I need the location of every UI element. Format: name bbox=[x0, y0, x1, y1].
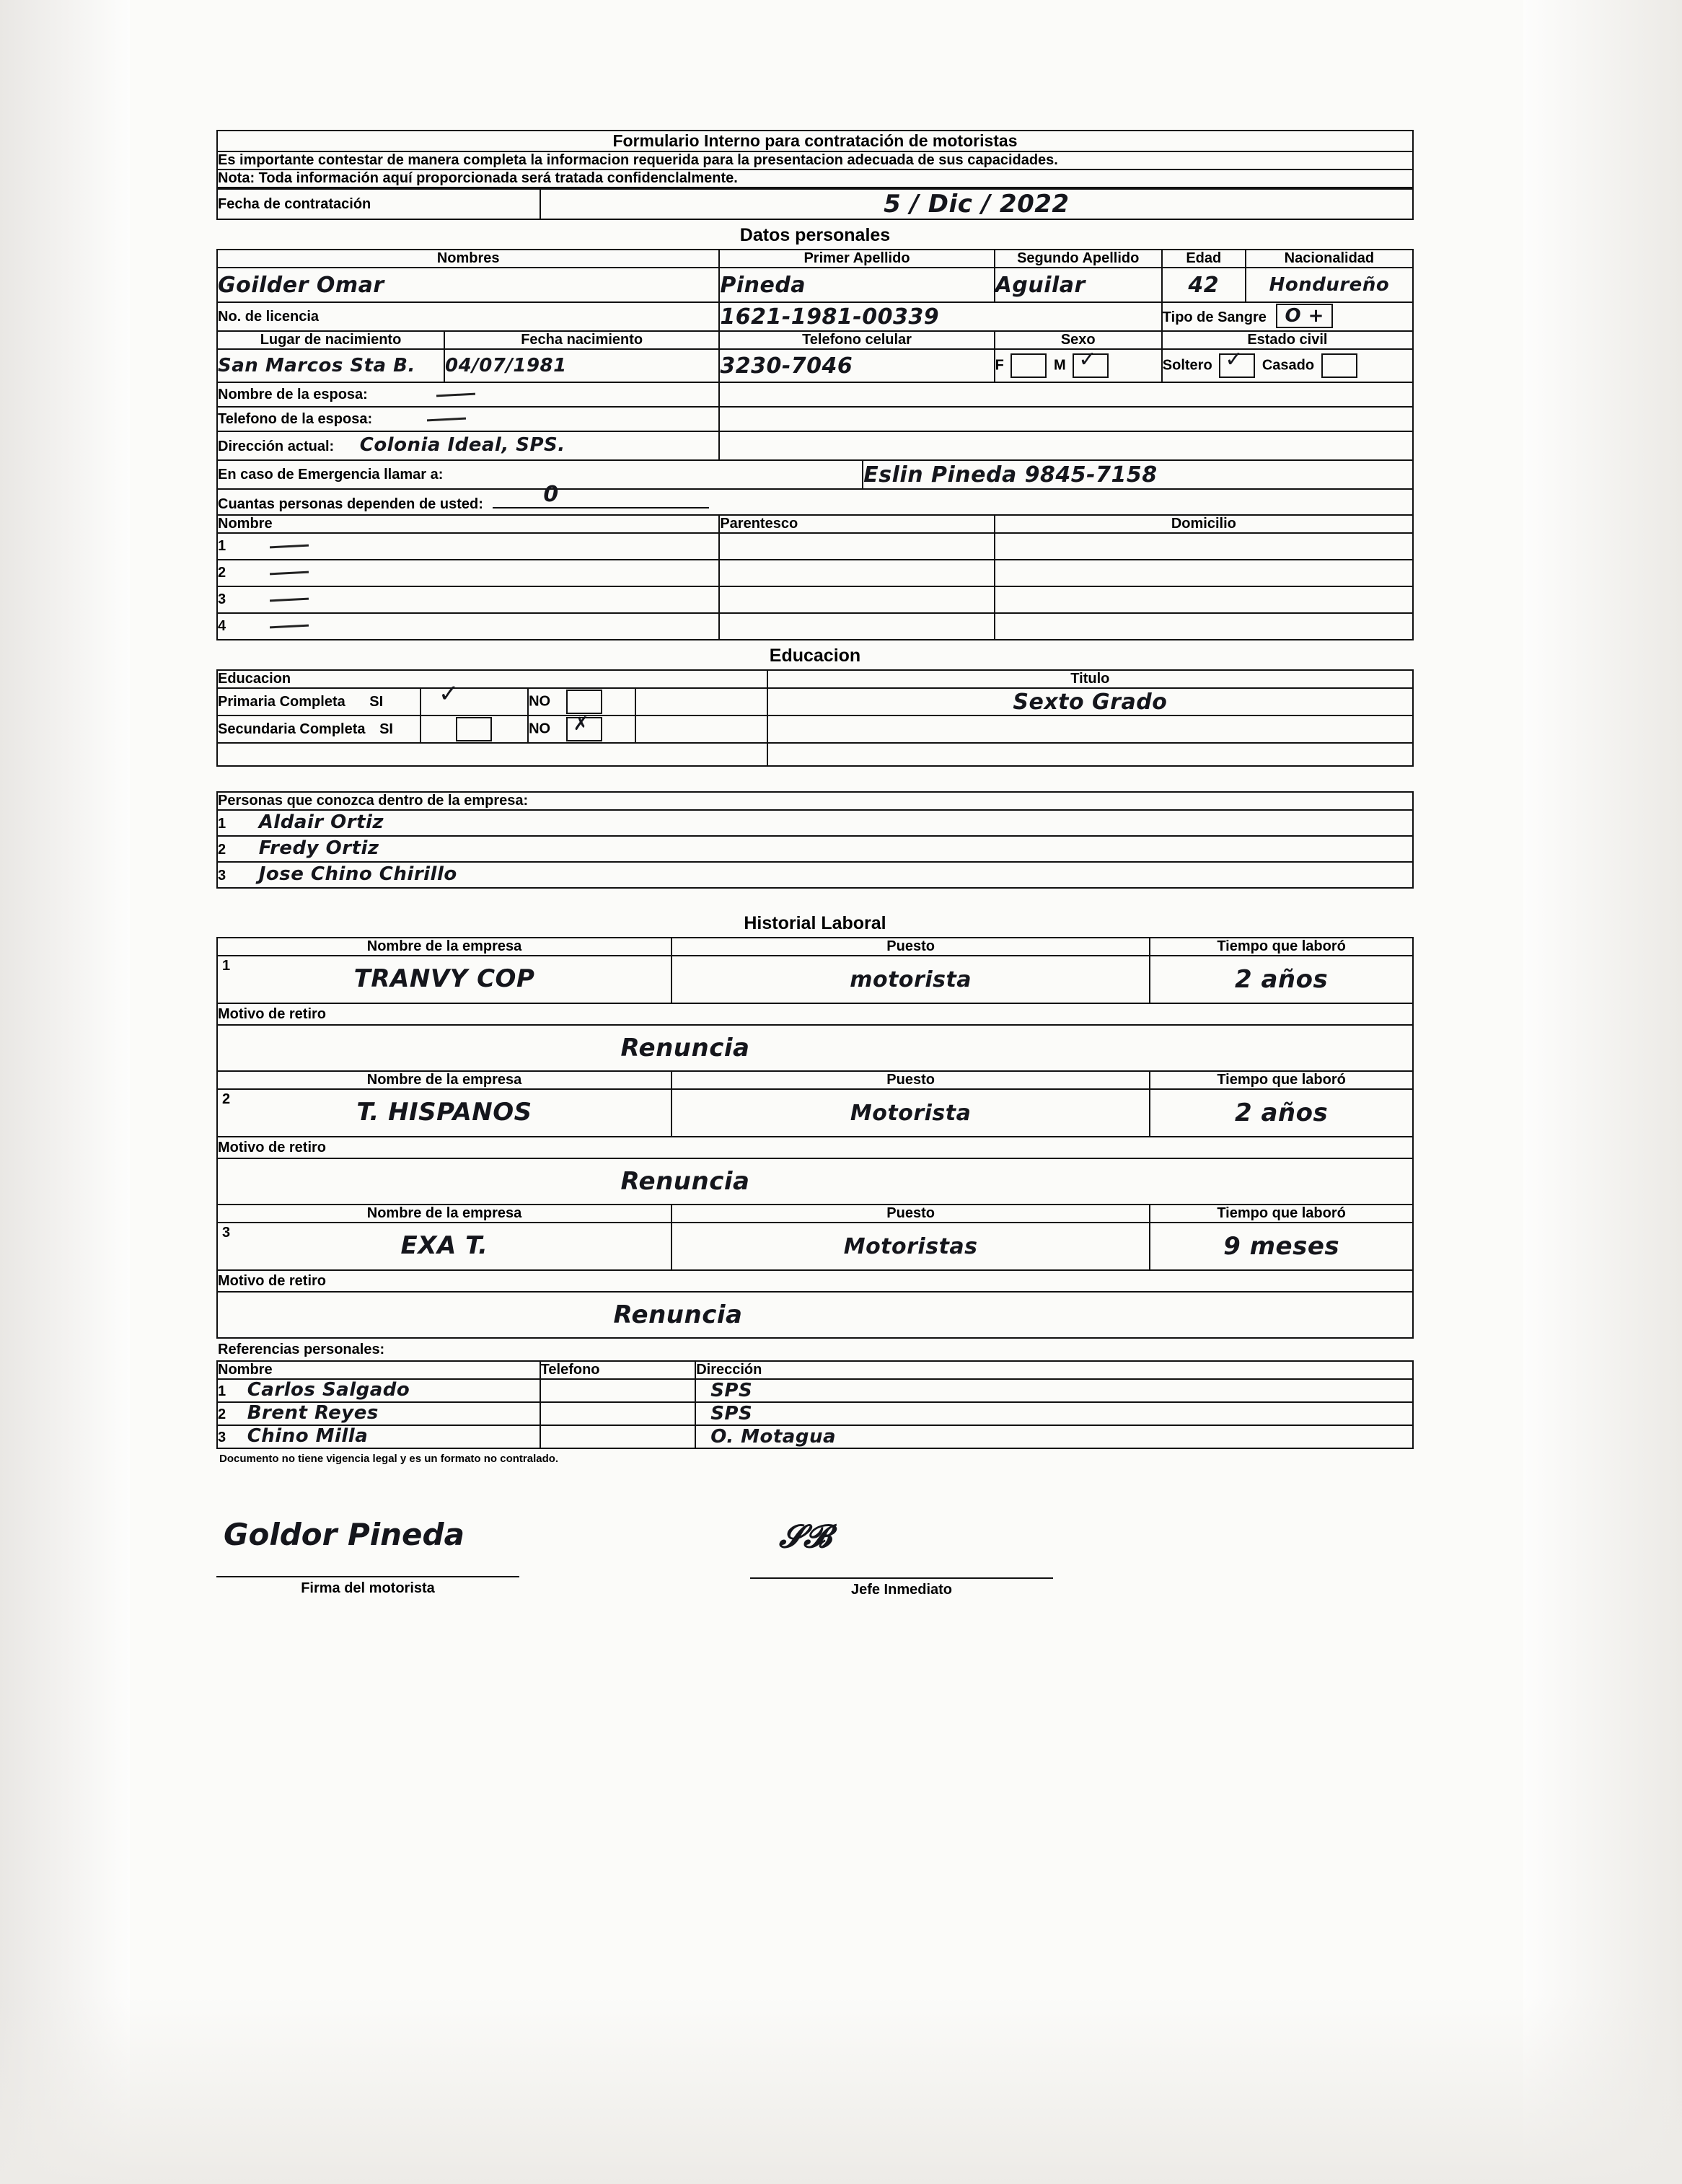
titulo-value-cell[interactable] bbox=[767, 688, 1413, 715]
reference-1-nombre: Carlos Salgado bbox=[247, 1379, 410, 1401]
job-3-header-row bbox=[217, 1205, 1413, 1223]
education-blank-row bbox=[217, 743, 1413, 766]
primaria-no-label-cell bbox=[528, 688, 635, 715]
esposa-nombre-row bbox=[217, 382, 1413, 407]
job-3-puesto-cell[interactable] bbox=[672, 1223, 1150, 1270]
known-person-1-name: Aldair Ortiz bbox=[258, 811, 384, 834]
reference-2-nombre: Brent Reyes bbox=[247, 1402, 379, 1425]
secundaria-no-check-mark: ✗ bbox=[573, 713, 589, 735]
job-2-motivo-label-row bbox=[217, 1137, 1413, 1158]
value-edad: 42 bbox=[1188, 272, 1220, 298]
job-3-motivo-label: Motivo de retiro bbox=[217, 1270, 1413, 1292]
personal-table bbox=[216, 249, 1414, 640]
job-2-motivo-cell[interactable] bbox=[217, 1158, 1413, 1205]
job-2-number: 2 bbox=[222, 1091, 231, 1107]
job-1-puesto: motorista bbox=[850, 966, 972, 992]
form-sheet bbox=[216, 130, 1414, 1686]
job-2-motivo-label: Motivo de retiro bbox=[217, 1137, 1413, 1158]
casado-label: Casado bbox=[1262, 357, 1315, 374]
esposa-telefono-label: Telefono de la esposa: bbox=[218, 410, 373, 427]
job-2-motivo-value-row bbox=[217, 1158, 1413, 1205]
emergencia-cell[interactable] bbox=[217, 460, 863, 489]
table-row bbox=[217, 1223, 1413, 1270]
sexo-f-label: F bbox=[995, 357, 1004, 374]
value-telefono-celular-cell[interactable] bbox=[719, 349, 994, 382]
hire-date-label: Fecha de contratación bbox=[217, 189, 540, 219]
job-3-tiempo: 9 meses bbox=[1223, 1232, 1340, 1261]
job-3-header-puesto: Puesto bbox=[672, 1205, 1150, 1223]
job-2-empresa-cell[interactable] bbox=[217, 1089, 672, 1137]
soltero-checkbox[interactable] bbox=[1219, 347, 1255, 378]
job-3-empresa: EXA T. bbox=[400, 1231, 488, 1261]
sexo-f-checkbox[interactable] bbox=[1010, 353, 1047, 378]
dependent-4-parentesco-cell[interactable] bbox=[719, 613, 994, 640]
license-value-cell[interactable] bbox=[719, 302, 1161, 331]
known-person-2-name: Fredy Ortiz bbox=[258, 837, 379, 860]
known-person-3-number: 3 bbox=[218, 868, 226, 884]
secundaria-no-label: NO bbox=[529, 721, 551, 737]
personal-values-row bbox=[217, 268, 1413, 302]
reference-2-nombre-cell[interactable] bbox=[217, 1402, 540, 1425]
motorista-signature-ink: Goldor Pineda bbox=[224, 1517, 464, 1552]
dependent-2-domicilio-cell[interactable] bbox=[995, 560, 1413, 586]
secundaria-extra-cell bbox=[635, 715, 767, 743]
value-telefono-celular: 3230-7046 bbox=[720, 353, 853, 379]
reference-3-direccion: O. Motagua bbox=[710, 1426, 837, 1448]
dep-header-nombre: Nombre bbox=[217, 515, 719, 533]
dependent-4-number: 4 bbox=[218, 618, 226, 634]
known-person-1-cell[interactable] bbox=[217, 810, 1413, 836]
primaria-extra-cell bbox=[635, 688, 767, 715]
known-person-3-name: Jose Chino Chirillo bbox=[258, 863, 457, 886]
job-3-tiempo-cell[interactable] bbox=[1150, 1223, 1413, 1270]
esposa-nombre-label: Nombre de la esposa: bbox=[218, 386, 368, 402]
header-table bbox=[216, 130, 1414, 188]
spacer-after-education bbox=[216, 767, 1414, 791]
dependent-3-domicilio-cell[interactable] bbox=[995, 586, 1413, 613]
dependent-4-nombre bbox=[270, 625, 309, 629]
known-person-1-number: 1 bbox=[218, 816, 226, 832]
secundaria-label-cell bbox=[217, 715, 420, 743]
job-2-header-tiempo: Tiempo que laboró bbox=[1150, 1071, 1413, 1089]
dependent-1-nombre bbox=[270, 545, 309, 549]
emergencia-row bbox=[217, 460, 1413, 489]
job-3-header-empresa: Nombre de la empresa bbox=[217, 1205, 672, 1223]
intro-row bbox=[217, 151, 1413, 169]
job-1-empresa: TRANVY COP bbox=[353, 964, 535, 994]
known-person-2-cell[interactable] bbox=[217, 836, 1413, 862]
header-primer-apellido: Primer Apellido bbox=[719, 250, 994, 268]
reference-2-direccion: SPS bbox=[710, 1403, 753, 1425]
esposa-telefono-cell[interactable] bbox=[217, 407, 719, 431]
dependent-2-parentesco-cell[interactable] bbox=[719, 560, 994, 586]
dependientes-value: 0 bbox=[543, 482, 559, 507]
blood-type-label: Tipo de Sangre bbox=[1162, 309, 1267, 326]
job-1-puesto-cell[interactable] bbox=[672, 956, 1150, 1003]
dependent-3-nombre bbox=[270, 598, 309, 602]
secundaria-label: Secundaria Completa bbox=[218, 721, 366, 737]
form-note: Nota: Toda información aquí proporcionada será tratada confidenclalmente. bbox=[217, 169, 1413, 188]
direccion-row bbox=[217, 431, 1413, 460]
direccion-blank[interactable] bbox=[719, 431, 1413, 460]
dep-header-domicilio: Domicilio bbox=[995, 515, 1413, 533]
known-people-header-row bbox=[217, 792, 1413, 810]
emergencia-label: En caso de Emergencia llamar a: bbox=[218, 466, 444, 483]
reference-3-nombre-cell[interactable] bbox=[217, 1425, 540, 1448]
job-3-motivo-value-row bbox=[217, 1292, 1413, 1338]
dependent-4-domicilio-cell[interactable] bbox=[995, 613, 1413, 640]
blood-type-cell[interactable] bbox=[1162, 302, 1413, 331]
education-blank-right[interactable] bbox=[767, 743, 1413, 766]
known-people-header: Personas que conozca dentro de la empresa: bbox=[217, 792, 1413, 810]
table-row bbox=[217, 1379, 1413, 1402]
value-nombres: Goilder Omar bbox=[218, 272, 384, 298]
form-title: Formulario Interno para contratación de motoristas bbox=[217, 131, 1413, 151]
footer-note: Documento no tiene vigencia legal y es un formato no contralado. bbox=[219, 1453, 559, 1465]
job-2-empresa: T. HISPANOS bbox=[356, 1098, 532, 1127]
known-person-2-number: 2 bbox=[218, 842, 226, 858]
job-2-tiempo: 2 años bbox=[1234, 1098, 1329, 1127]
job-1-header-empresa: Nombre de la empresa bbox=[217, 938, 672, 956]
job-2-header-empresa: Nombre de la empresa bbox=[217, 1071, 672, 1089]
value-primer-apellido-cell[interactable] bbox=[719, 268, 994, 302]
job-1-header-row bbox=[217, 938, 1413, 956]
job-2-motivo: Renuncia bbox=[620, 1167, 750, 1196]
sexo-m-label: M bbox=[1054, 357, 1066, 374]
estado-civil-choice-cell[interactable] bbox=[1162, 349, 1413, 382]
dependent-2-nombre-cell[interactable] bbox=[217, 560, 719, 586]
value-segundo-apellido: Aguilar bbox=[995, 272, 1086, 298]
work-history-table bbox=[216, 937, 1414, 1339]
job-1-motivo-label: Motivo de retiro bbox=[217, 1003, 1413, 1025]
primaria-no-checkbox[interactable] bbox=[566, 690, 602, 714]
reference-2-direccion-cell[interactable] bbox=[695, 1402, 1413, 1425]
job-2-puesto: Motorista bbox=[850, 1100, 972, 1126]
table-row bbox=[217, 613, 1413, 640]
education-header-right: Titulo bbox=[767, 670, 1413, 688]
reference-1-nombre-cell[interactable] bbox=[217, 1379, 540, 1402]
license-row bbox=[217, 302, 1413, 331]
hire-date-value: 5 / Dic / 2022 bbox=[884, 190, 1070, 219]
reference-2-telefono-cell[interactable] bbox=[540, 1402, 696, 1425]
table-row bbox=[217, 1402, 1413, 1425]
table-row bbox=[217, 560, 1413, 586]
dependent-1-nombre-cell[interactable] bbox=[217, 533, 719, 560]
dependent-4-nombre-cell[interactable] bbox=[217, 613, 719, 640]
header-nacionalidad: Nacionalidad bbox=[1246, 250, 1413, 268]
dependientes-row bbox=[217, 489, 1413, 515]
table-row bbox=[217, 956, 1413, 1003]
direccion-label: Dirección actual: bbox=[218, 439, 335, 455]
esposa-nombre-cell[interactable] bbox=[217, 382, 719, 407]
value-fecha-nacimiento: 04/07/1981 bbox=[445, 355, 567, 377]
emergencia-value: Eslin Pineda 9845-7158 bbox=[863, 462, 1158, 488]
secundaria-no-checkbox[interactable] bbox=[566, 713, 602, 741]
references-col-nombre: Nombre bbox=[217, 1361, 540, 1379]
table-row bbox=[217, 586, 1413, 613]
personal-values2-row bbox=[217, 349, 1413, 382]
esposa-telefono-blank[interactable] bbox=[719, 407, 1413, 431]
casado-checkbox[interactable] bbox=[1321, 353, 1357, 378]
reference-3-telefono-cell[interactable] bbox=[540, 1425, 696, 1448]
table-row bbox=[217, 1089, 1413, 1137]
known-person-3-cell[interactable] bbox=[217, 862, 1413, 888]
references-col-direccion: Dirección bbox=[695, 1361, 1413, 1379]
dependent-1-number: 1 bbox=[218, 538, 226, 554]
primaria-label-cell bbox=[217, 688, 420, 715]
dep-header-parentesco: Parentesco bbox=[719, 515, 994, 533]
secundaria-row bbox=[217, 715, 1413, 743]
scan-shadow-right bbox=[1523, 0, 1682, 2184]
value-nacionalidad-cell[interactable] bbox=[1246, 268, 1413, 302]
sexo-m-check-mark: ✓ bbox=[1078, 347, 1097, 372]
esposa-telefono-value bbox=[427, 417, 466, 421]
education-blank-left[interactable] bbox=[217, 743, 767, 766]
education-header-row bbox=[217, 670, 1413, 688]
scan-shadow-bottom bbox=[0, 1996, 1682, 2184]
dependent-2-nombre bbox=[270, 571, 309, 576]
form-intro: Es importante contestar de manera completa la informacion requerida para la presentacion adecuada de sus capacidades. bbox=[217, 151, 1413, 169]
note-row bbox=[217, 169, 1413, 188]
hire-date-value-cell[interactable] bbox=[540, 189, 1413, 219]
esposa-nombre-blank[interactable] bbox=[719, 382, 1413, 407]
scan-shadow-left bbox=[0, 0, 130, 2184]
sexo-m-checkbox[interactable] bbox=[1073, 347, 1109, 378]
known-people-table bbox=[216, 791, 1414, 889]
reference-1-telefono-cell[interactable] bbox=[540, 1379, 696, 1402]
section-title-work: Historial Laboral bbox=[744, 913, 886, 933]
job-2-header-puesto: Puesto bbox=[672, 1071, 1150, 1089]
reference-3-nombre: Chino Milla bbox=[247, 1425, 369, 1448]
dependientes-cell[interactable] bbox=[217, 482, 1413, 515]
job-2-puesto-cell[interactable] bbox=[672, 1089, 1150, 1137]
dependent-1-parentesco-cell[interactable] bbox=[719, 533, 994, 560]
secundaria-si-label: SI bbox=[379, 721, 393, 737]
value-edad-cell[interactable] bbox=[1162, 268, 1246, 302]
job-1-header-puesto: Puesto bbox=[672, 938, 1150, 956]
motorista-signature-line bbox=[216, 1576, 519, 1577]
dependent-3-parentesco-cell[interactable] bbox=[719, 586, 994, 613]
value-fecha-nacimiento-cell[interactable] bbox=[444, 349, 719, 382]
primaria-si-checkbox[interactable] bbox=[420, 679, 528, 715]
value-lugar-nacimiento: San Marcos Sta B. bbox=[218, 355, 415, 377]
hire-date-row bbox=[217, 189, 1413, 219]
header-fecha-nacimiento: Fecha nacimiento bbox=[444, 331, 719, 349]
job-1-header-tiempo: Tiempo que laboró bbox=[1150, 938, 1413, 956]
job-3-empresa-cell[interactable] bbox=[217, 1223, 672, 1270]
motorista-signature-label: Firma del motorista bbox=[301, 1580, 435, 1596]
references-header: Referencias personales: bbox=[218, 1342, 385, 1357]
value-segundo-apellido-cell[interactable] bbox=[995, 268, 1162, 302]
emergencia-value-cell[interactable] bbox=[863, 460, 1413, 489]
dependents-header-row bbox=[217, 515, 1413, 533]
list-item bbox=[217, 810, 1413, 836]
reference-1-direccion-cell[interactable] bbox=[695, 1379, 1413, 1402]
job-1-empresa-cell[interactable] bbox=[217, 956, 672, 1003]
esposa-nombre-value bbox=[436, 392, 475, 397]
hire-date-table bbox=[216, 188, 1414, 220]
job-1-number: 1 bbox=[222, 958, 231, 974]
header-nombres: Nombres bbox=[217, 250, 719, 268]
list-item bbox=[217, 836, 1413, 862]
job-3-puesto: Motoristas bbox=[843, 1233, 978, 1259]
header-segundo-apellido: Segundo Apellido bbox=[995, 250, 1162, 268]
soltero-label: Soltero bbox=[1162, 357, 1212, 374]
job-1-motivo-cell[interactable] bbox=[217, 1025, 1413, 1071]
job-1-tiempo: 2 años bbox=[1234, 965, 1329, 994]
reference-3-direccion-cell[interactable] bbox=[695, 1425, 1413, 1448]
titulo-value: Sexto Grado bbox=[1013, 689, 1168, 715]
job-3-number: 3 bbox=[222, 1225, 231, 1241]
reference-1-direccion: SPS bbox=[710, 1380, 753, 1401]
header-telefono-celular: Telefono celular bbox=[719, 331, 994, 349]
job-3-motivo: Renuncia bbox=[613, 1300, 743, 1329]
direccion-cell[interactable] bbox=[217, 431, 719, 460]
dependent-3-number: 3 bbox=[218, 591, 226, 607]
title-row bbox=[217, 131, 1413, 151]
header-estado-civil: Estado civil bbox=[1162, 331, 1413, 349]
job-1-motivo-label-row bbox=[217, 1003, 1413, 1025]
personal-headers-row bbox=[217, 250, 1413, 268]
license-label: No. de licencia bbox=[217, 302, 719, 331]
jefe-signature-line bbox=[750, 1577, 1053, 1579]
reference-2-number: 2 bbox=[218, 1406, 226, 1423]
job-1-motivo: Renuncia bbox=[620, 1034, 750, 1062]
secundaria-si-checkbox[interactable] bbox=[420, 715, 528, 743]
education-table bbox=[216, 669, 1414, 767]
primaria-row bbox=[217, 688, 1413, 715]
esposa-telefono-row bbox=[217, 407, 1413, 431]
sexo-choice-cell[interactable] bbox=[995, 349, 1162, 382]
titulo-blank-cell[interactable] bbox=[767, 715, 1413, 743]
soltero-check-mark: ✓ bbox=[1225, 347, 1243, 372]
dependientes-label: Cuantas personas dependen de usted: bbox=[218, 496, 483, 512]
job-2-header-row bbox=[217, 1071, 1413, 1089]
job-1-motivo-value-row bbox=[217, 1025, 1413, 1071]
education-header-left: Educacion bbox=[217, 670, 767, 688]
reference-1-number: 1 bbox=[218, 1383, 226, 1400]
reference-3-number: 3 bbox=[218, 1430, 226, 1446]
header-sexo: Sexo bbox=[995, 331, 1162, 349]
job-3-motivo-label-row bbox=[217, 1270, 1413, 1292]
value-nombres-cell[interactable] bbox=[217, 268, 719, 302]
secundaria-no-label-cell bbox=[528, 715, 635, 743]
header-lugar-nacimiento: Lugar de nacimiento bbox=[217, 331, 444, 349]
header-edad: Edad bbox=[1162, 250, 1246, 268]
references-table bbox=[216, 1360, 1414, 1449]
primaria-si-label: SI bbox=[369, 693, 384, 710]
table-row bbox=[217, 1425, 1413, 1448]
job-3-header-tiempo: Tiempo que laboró bbox=[1150, 1205, 1413, 1223]
value-primer-apellido: Pineda bbox=[720, 272, 806, 298]
primaria-label: Primaria Completa bbox=[218, 693, 345, 710]
references-header-row bbox=[217, 1361, 1413, 1379]
primaria-no-label: NO bbox=[529, 693, 551, 710]
list-item bbox=[217, 862, 1413, 888]
section-title-education: Educacion bbox=[769, 646, 861, 666]
references-col-telefono: Telefono bbox=[540, 1361, 696, 1379]
section-title-personal: Datos personales bbox=[739, 225, 891, 245]
job-3-motivo-cell[interactable] bbox=[217, 1292, 1413, 1338]
job-2-tiempo-cell[interactable] bbox=[1150, 1089, 1413, 1137]
dependent-3-nombre-cell[interactable] bbox=[217, 586, 719, 613]
blood-type-value: O + bbox=[1276, 304, 1332, 328]
jefe-signature-ink: 𝓢𝓑 bbox=[779, 1518, 832, 1555]
primaria-si-check-mark: ✓ bbox=[438, 679, 459, 708]
license-value: 1621-1981-00339 bbox=[720, 304, 940, 330]
jefe-signature-label: Jefe Inmediato bbox=[850, 1582, 953, 1598]
direccion-value: Colonia Ideal, SPS. bbox=[359, 434, 565, 457]
value-lugar-nacimiento-cell[interactable] bbox=[217, 349, 444, 382]
dependent-2-number: 2 bbox=[218, 565, 226, 581]
secundaria-si-box[interactable] bbox=[456, 717, 492, 741]
dependent-1-domicilio-cell[interactable] bbox=[995, 533, 1413, 560]
table-row bbox=[217, 533, 1413, 560]
value-nacionalidad: Hondureño bbox=[1269, 274, 1390, 296]
signature-area bbox=[216, 1505, 1414, 1686]
job-1-tiempo-cell[interactable] bbox=[1150, 956, 1413, 1003]
